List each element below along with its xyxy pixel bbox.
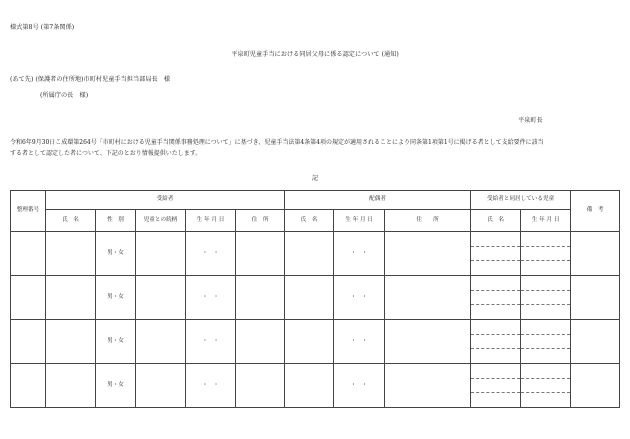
spouse-name-cell bbox=[285, 232, 334, 276]
info-table bbox=[10, 190, 620, 408]
document-title: 平泉町児童手当における同居父母に係る認定について (通知) bbox=[231, 51, 399, 58]
header-child-name: 氏 名 bbox=[471, 210, 521, 232]
recipient-name-cell bbox=[46, 320, 96, 364]
header-spouse: 配偶者 bbox=[285, 191, 471, 210]
spouse-name-cell bbox=[285, 276, 334, 320]
body-text-line-2: する者として認定した者について、下記のとおり情報提供いたします。 bbox=[10, 150, 202, 157]
spouse-dob-cell: ・ ・ bbox=[334, 232, 385, 276]
addressee-line-1: (あて先) (保護者の住所地)市町村児童手当担当部局長 様 bbox=[10, 76, 171, 83]
spouse-address-cell bbox=[385, 276, 471, 320]
serial-number-cell bbox=[11, 320, 46, 364]
child-name-cell bbox=[471, 232, 521, 276]
recipient-dob-cell: ・ ・ bbox=[186, 232, 236, 276]
recipient-address-cell bbox=[236, 276, 285, 320]
header-recipient-address: 住 所 bbox=[236, 210, 285, 232]
ki-heading: 記 bbox=[311, 175, 319, 182]
serial-number-cell bbox=[11, 276, 46, 320]
header-spouse-name: 氏 名 bbox=[285, 210, 334, 232]
recipient-dob-cell: ・ ・ bbox=[186, 320, 236, 364]
child-dob-cell bbox=[521, 232, 571, 276]
header-row-2 bbox=[11, 210, 620, 232]
table-row bbox=[11, 320, 620, 364]
header-spouse-address: 住 所 bbox=[385, 210, 471, 232]
header-remarks: 備 考 bbox=[571, 191, 620, 232]
remarks-cell bbox=[571, 276, 620, 320]
header-child-dob: 生 年 月 日 bbox=[521, 210, 571, 232]
recipient-name-cell bbox=[46, 276, 96, 320]
child-dob-cell bbox=[521, 320, 571, 364]
child-name-cell bbox=[471, 364, 521, 408]
recipient-dob-cell: ・ ・ bbox=[186, 364, 236, 408]
header-recipient-name: 氏 名 bbox=[46, 210, 96, 232]
spouse-address-cell bbox=[385, 364, 471, 408]
header-spouse-dob: 生 年 月 日 bbox=[334, 210, 385, 232]
recipient-gender-cell: 男・女 bbox=[96, 232, 136, 276]
body-text-line-1: 令和6年9月30日こ成環第264号「市町村における児童手当関係事務処理について」に基づき、児童手当法第4条第4項の規定が適用されることにより同条第1項第1号に掲げる者として支給要件に該当 bbox=[10, 139, 544, 146]
serial-number-cell bbox=[11, 232, 46, 276]
header-recipient-gender: 性 別 bbox=[96, 210, 136, 232]
recipient-gender-cell: 男・女 bbox=[96, 320, 136, 364]
header-recipient-relation: 児童との続柄 bbox=[136, 210, 186, 232]
recipient-relation-cell bbox=[136, 320, 186, 364]
recipient-address-cell bbox=[236, 320, 285, 364]
recipient-gender-cell: 男・女 bbox=[96, 364, 136, 408]
addressee-line-2: (所属庁の長 様) bbox=[40, 92, 89, 99]
header-recipient: 受給者 bbox=[46, 191, 285, 210]
recipient-name-cell bbox=[46, 364, 96, 408]
spouse-name-cell bbox=[285, 320, 334, 364]
header-serial-number: 整理番号 bbox=[11, 191, 46, 232]
recipient-relation-cell bbox=[136, 276, 186, 320]
spouse-address-cell bbox=[385, 232, 471, 276]
spouse-dob-cell: ・ ・ bbox=[334, 320, 385, 364]
recipient-address-cell bbox=[236, 364, 285, 408]
child-name-cell bbox=[471, 276, 521, 320]
table-row bbox=[11, 364, 620, 408]
child-dob-cell bbox=[521, 364, 571, 408]
sender-name: 平泉町長 bbox=[518, 117, 543, 124]
spouse-address-cell bbox=[385, 320, 471, 364]
remarks-cell bbox=[571, 320, 620, 364]
recipient-relation-cell bbox=[136, 232, 186, 276]
table-row bbox=[11, 232, 620, 276]
table-row bbox=[11, 276, 620, 320]
header-row-1 bbox=[11, 191, 620, 210]
header-cohabiting-child: 受給者と同居している児童 bbox=[471, 191, 571, 210]
recipient-name-cell bbox=[46, 232, 96, 276]
recipient-gender-cell: 男・女 bbox=[96, 276, 136, 320]
remarks-cell bbox=[571, 232, 620, 276]
form-number: 様式第8号 (第7条関係) bbox=[10, 24, 75, 31]
header-recipient-dob: 生 年 月 日 bbox=[186, 210, 236, 232]
spouse-name-cell bbox=[285, 364, 334, 408]
recipient-address-cell bbox=[236, 232, 285, 276]
remarks-cell bbox=[571, 364, 620, 408]
spouse-dob-cell: ・ ・ bbox=[334, 276, 385, 320]
serial-number-cell bbox=[11, 364, 46, 408]
child-name-cell bbox=[471, 320, 521, 364]
recipient-relation-cell bbox=[136, 364, 186, 408]
child-dob-cell bbox=[521, 276, 571, 320]
recipient-dob-cell: ・ ・ bbox=[186, 276, 236, 320]
spouse-dob-cell: ・ ・ bbox=[334, 364, 385, 408]
